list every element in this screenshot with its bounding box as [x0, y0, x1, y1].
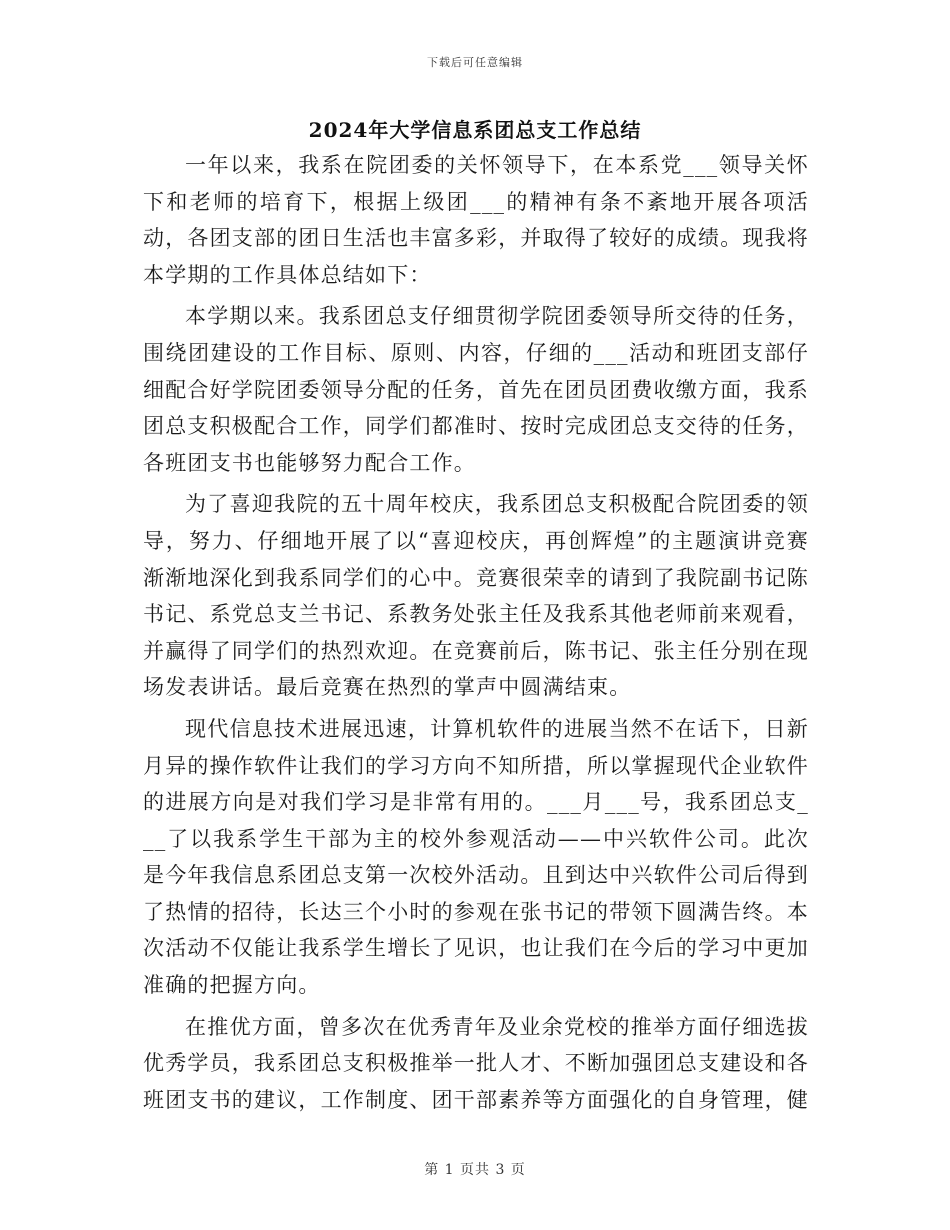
document-title: 2024年大学信息系团总支工作总结: [308, 118, 642, 142]
paragraph: 一年以来，我系在院团委的关怀领导下，在本系党___领导关怀下和老师的培育下，根据上级团___的精神有条不紊地开展各项活动，各团支部的团日生活也丰富多彩，并取得了较好的成绩。现我将本学期的工作具体总结如下：: [143, 153, 809, 287]
document-body: [143, 147, 809, 1123]
paragraph: 为了喜迎我院的五十周年校庆，我系团总支积极配合院团委的领导，努力、仔细地开展了以“喜迎校庆，再创辉煌”的主题演讲竞赛渐渐地深化到我系同学们的心中。竞赛很荣幸的请到了我院副书记陈书记、系党总支兰书记、系教务处张主任及我系其他老师前来观看，并赢得了同学们的热烈欢迎。在竞赛前后，陈书记、张主任分别在现场发表讲话。最后竞赛在热烈的掌声中圆满结束。: [143, 492, 809, 700]
header-note: 下载后可任意编辑: [427, 56, 523, 69]
page-number: 第 1 页共 3 页: [424, 1162, 526, 1178]
paragraph: 本学期以来。我系团总支仔细贯彻学院团委领导所交待的任务，围绕团建设的工作目标、原则、内容，仔细的___活动和班团支部仔细配合好学院团委领导分配的任务，首先在团员团费收缴方面，我系团总支积极配合工作，同学们都准时、按时完成团总支交待的任务，各班团支书也能够努力配合工作。: [143, 304, 809, 475]
paragraph: 在推优方面，曾多次在优秀青年及业余党校的推举方面仔细选拔优秀学员，我系团总支积极推举一批人才、不断加强团总支建设和各班团支书的建议，工作制度、团干部素养等方面强化的自身管理，健: [143, 1014, 809, 1112]
paragraph: 现代信息技术进展迅速，计算机软件的进展当然不在话下，日新月异的操作软件让我们的学习方向不知所措，所以掌握现代企业软件的进展方向是对我们学习是非常有用的。___月___号，我系团总支___了以我系学生干部为主的校外参观活动——中兴软件公司。此次是今年我信息系团总支第一次校外活动。且到达中兴软件公司后得到了热情的招待，长达三个小时的参观在张书记的带领下圆满告终。本次活动不仅能让我系学生增长了见识，也让我们在今后的学习中更加准确的把握方向。: [143, 716, 809, 998]
